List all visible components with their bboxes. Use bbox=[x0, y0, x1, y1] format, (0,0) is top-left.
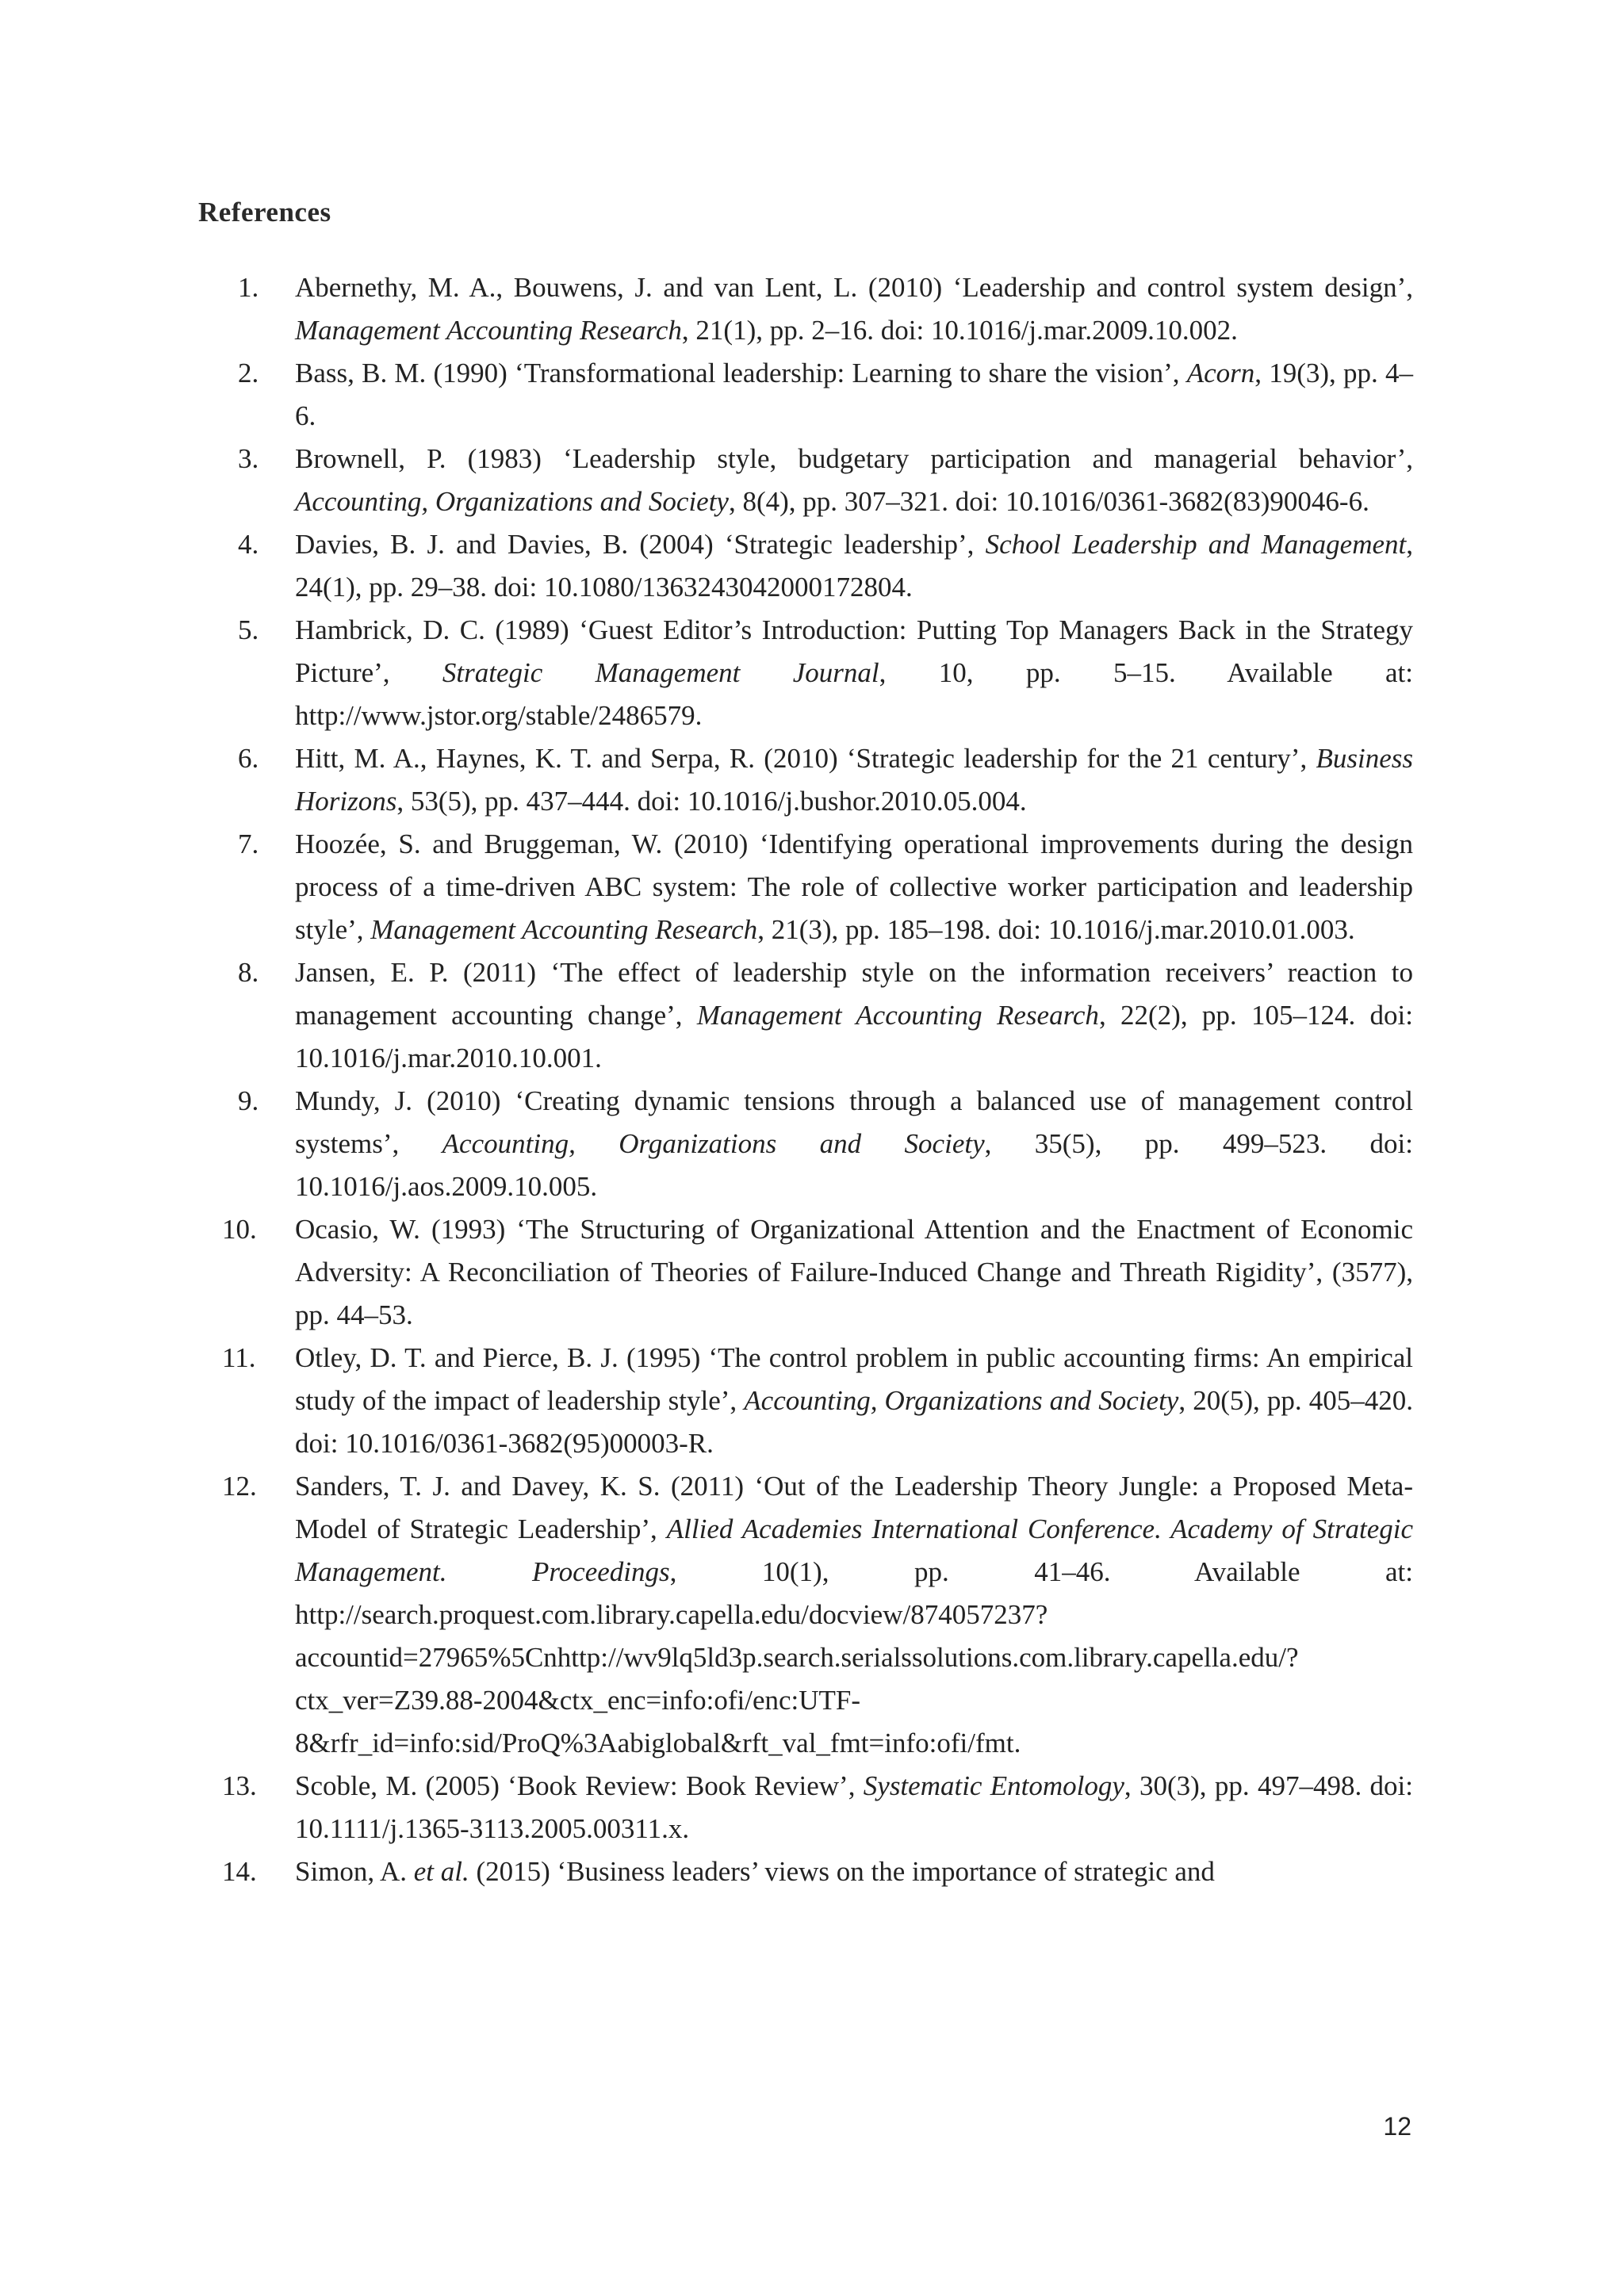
reference-number: 14. bbox=[222, 1856, 257, 1887]
reference-details: , 21(3), pp. 185–198. doi: 10.1016/j.mar.2010.01.003. bbox=[757, 914, 1355, 945]
reference-text: Scoble, M. (2005) ‘Book Review: Book Review’, bbox=[295, 1770, 864, 1801]
reference-source: Accounting, Organizations and Society bbox=[295, 486, 729, 517]
reference-item bbox=[238, 352, 1413, 438]
reference-details: , 20(5), pp. 405–420. doi: 10.1016/0361-3682(95)00003-R. bbox=[295, 1385, 1414, 1459]
reference-number: 4. bbox=[238, 529, 259, 560]
reference-text: Abernethy, M. A., Bouwens, J. and van Lent, L. (2010) ‘Leadership and control system design’, bbox=[295, 272, 1413, 303]
reference-source: Acorn bbox=[1186, 358, 1255, 388]
reference-source: Management Accounting Research bbox=[696, 1000, 1099, 1031]
reference-list bbox=[222, 266, 1414, 1893]
reference-details: , 22(2), pp. 105–124. doi: 10.1016/j.mar.2010.10.001. bbox=[295, 1000, 1414, 1073]
reference-details: , 10, pp. 5–15. Available at: http://www.jstor.org/stable/2486579. bbox=[295, 657, 1414, 731]
reference-item bbox=[238, 523, 1413, 609]
reference-source: Business Horizons bbox=[295, 743, 1413, 817]
reference-source: et al. bbox=[413, 1856, 469, 1887]
reference-number: 7. bbox=[238, 828, 259, 859]
reference-item bbox=[222, 1465, 1413, 1765]
reference-number: 2. bbox=[238, 358, 259, 388]
reference-item bbox=[222, 1765, 1413, 1850]
reference-item bbox=[222, 1337, 1414, 1465]
reference-number: 12. bbox=[222, 1471, 257, 1502]
reference-item bbox=[238, 951, 1413, 1080]
reference-item bbox=[238, 438, 1413, 523]
reference-number: 1. bbox=[238, 272, 259, 303]
reference-source: School Leadership and Management bbox=[985, 529, 1407, 560]
reference-number: 9. bbox=[238, 1085, 259, 1116]
reference-item bbox=[238, 609, 1413, 737]
reference-source: Management Accounting Research bbox=[295, 315, 682, 346]
reference-text: Ocasio, W. (1993) ‘The Structuring of Organizational Attention and the Enactment of Economic Adversity: A Reconciliation of Theories of Failure-Induced Change and Threath Rigidity’, (3577), pp. 44–53. bbox=[295, 1214, 1413, 1330]
reference-item bbox=[238, 737, 1413, 823]
reference-number: 3. bbox=[238, 443, 259, 474]
reference-text: Simon, A. bbox=[295, 1856, 414, 1887]
reference-details: , 30(3), pp. 497–498. doi: 10.1111/j.1365-3113.2005.00311.x. bbox=[295, 1770, 1413, 1844]
reference-number: 10. bbox=[222, 1214, 257, 1245]
reference-text: Jansen, E. P. (2011) ‘The effect of leadership style on the information receivers’ reaction to management accounting change’, bbox=[295, 957, 1413, 1031]
reference-source: Management Accounting Research bbox=[370, 914, 758, 945]
reference-text: Bass, B. M. (1990) ‘Transformational leadership: Learning to share the vision’, bbox=[295, 358, 1187, 388]
reference-source: Systematic Entomology bbox=[863, 1770, 1124, 1801]
reference-source: Accounting, Organizations and Society bbox=[442, 1128, 985, 1159]
reference-number: 8. bbox=[238, 957, 259, 988]
reference-text: Hambrick, D. C. (1989) ‘Guest Editor’s Introduction: Putting Top Managers Back in the Strategy Picture’, bbox=[295, 614, 1413, 688]
reference-details: , 53(5), pp. 437–444. doi: 10.1016/j.bushor.2010.05.004. bbox=[396, 786, 1027, 817]
reference-text: Hitt, M. A., Haynes, K. T. and Serpa, R. (2010) ‘Strategic leadership for the 21 century’, bbox=[295, 743, 1316, 774]
reference-source: Strategic Management Journal bbox=[442, 657, 879, 688]
reference-details: , 35(5), pp. 499–523. doi: 10.1016/j.aos.2009.10.005. bbox=[295, 1128, 1414, 1202]
reference-item bbox=[222, 1208, 1413, 1337]
reference-details: , 8(4), pp. 307–321. doi: 10.1016/0361-3682(83)90046-6. bbox=[728, 486, 1369, 517]
page-number: 12 bbox=[1383, 2112, 1411, 2141]
reference-item bbox=[238, 1080, 1413, 1208]
reference-details: , 10(1), pp. 41–46. Available at: http://search.proquest.com.library.capella.edu/docview/874057237?accountid=27965%5Cnhttp://wv9lq5ld3p.search.serialssolutions.com.library.capella.edu/?ctx_ver=Z39.88-2004&ctx_enc=info:ofi/enc:UTF-8&rfr_id=info:sid/ProQ%3Aabiglobal&rft_val_fmt=info:ofi/fmt. bbox=[295, 1556, 1413, 1758]
reference-text: Brownell, P. (1983) ‘Leadership style, budgetary participation and managerial behavior’, bbox=[295, 443, 1413, 474]
reference-item bbox=[238, 823, 1413, 951]
reference-details: , 21(1), pp. 2–16. doi: 10.1016/j.mar.2009.10.002. bbox=[681, 315, 1238, 346]
reference-text: Sanders, T. J. and Davey, K. S. (2011) ‘Out of the Leadership Theory Jungle: a Proposed Meta-Model of Strategic Leadership’, bbox=[295, 1471, 1413, 1544]
reference-details: , 19(3), pp. 4–6. bbox=[295, 358, 1413, 431]
reference-number: 6. bbox=[238, 743, 259, 774]
reference-item bbox=[238, 266, 1413, 352]
reference-item bbox=[222, 1850, 1413, 1893]
references-heading: References bbox=[198, 197, 331, 228]
reference-details: , 24(1), pp. 29–38. doi: 10.1080/1363243042000172804. bbox=[295, 529, 1413, 603]
reference-text: Otley, D. T. and Pierce, B. J. (1995) ‘The control problem in public accounting firms: An empirical study of the impact of leadership style’, bbox=[295, 1342, 1413, 1416]
reference-number: 5. bbox=[238, 614, 259, 645]
reference-details: (2015) ‘Business leaders’ views on the importance of strategic and bbox=[469, 1856, 1215, 1887]
reference-source: Accounting, Organizations and Society bbox=[744, 1385, 1179, 1416]
reference-text: Hoozée, S. and Bruggeman, W. (2010) ‘Identifying operational improvements during the design process of a time-driven ABC system: The role of collective worker participation and leadership style’, bbox=[295, 828, 1413, 945]
reference-text: Davies, B. J. and Davies, B. (2004) ‘Strategic leadership’, bbox=[295, 529, 986, 560]
reference-number: 11. bbox=[222, 1342, 256, 1373]
reference-number: 13. bbox=[222, 1770, 257, 1801]
reference-text: Mundy, J. (2010) ‘Creating dynamic tensions through a balanced use of management control systems’, bbox=[295, 1085, 1413, 1159]
reference-source: Allied Academies International Conference. Academy of Strategic Management. Proceedings bbox=[295, 1513, 1413, 1587]
